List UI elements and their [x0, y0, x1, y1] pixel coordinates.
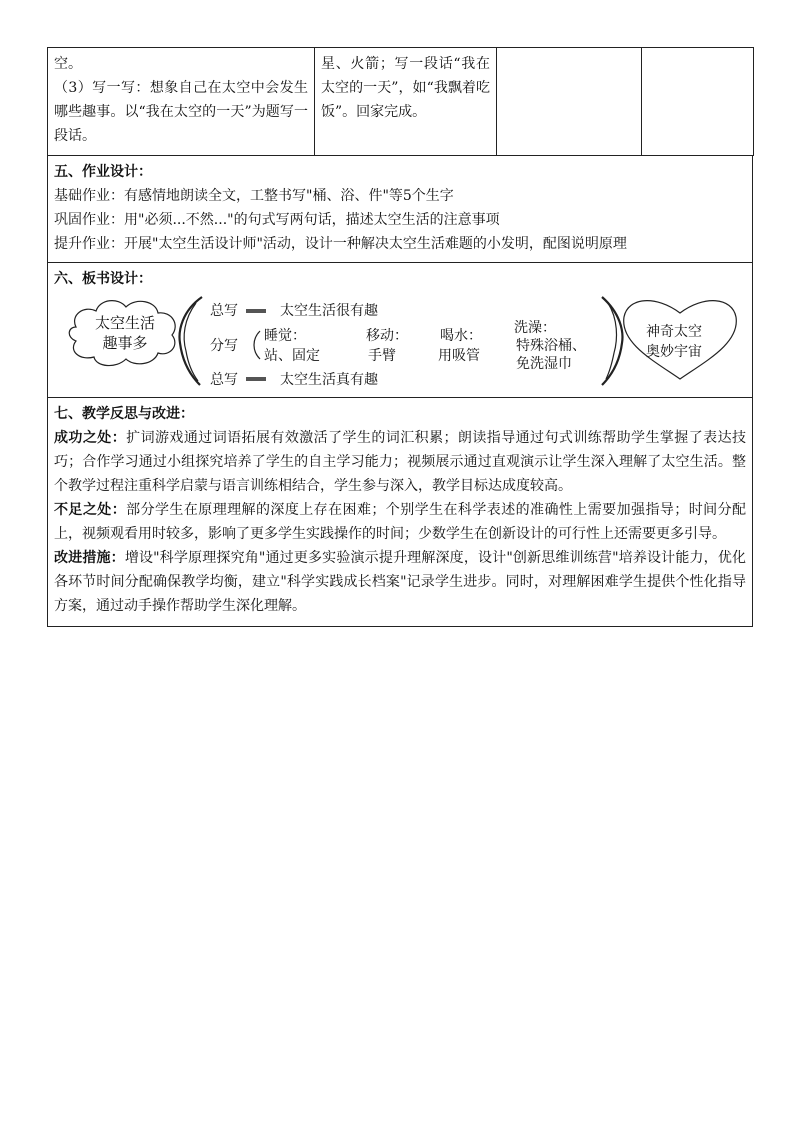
bath-text-1: 特殊浴桶、: [516, 338, 586, 354]
heart-line-1: 神奇太空: [646, 324, 702, 340]
lack-label: 不足之处：: [54, 502, 127, 518]
fenxie: 分写: [210, 338, 238, 354]
activity-text-2: （3）写一写：想象自己在太空中会发生哪些趣事。以“我在太空的一天”为题写一段话。: [54, 80, 308, 144]
zongxie-bottom: 总写: [210, 372, 238, 388]
improve-label: 改进措施：: [54, 550, 125, 566]
success-text: 扩词游戏通过词语拓展有效激活了学生的词汇积累；朗读指导通过句式训练帮助学生掌握了表达技巧；合作学习通过小组探究培养了学生的自主学习能力；视频展示通过直观演示让学生深入理解了太空生活。整个教学过程注重科学启蒙与语言训练相结合，学生参与深入，教学目标达成度较高。: [54, 430, 747, 494]
improve-paragraph: [54, 546, 746, 618]
homework-consolidate: 巩固作业：用"必须...不然..."的句式写两句话，描述太空生活的注意事项: [54, 212, 500, 228]
cloud-line-1: 太空生活: [94, 314, 155, 332]
cloud-line-2: 趣事多: [102, 334, 148, 352]
inner-paren: [254, 331, 260, 359]
lesson-plan-sheet: [47, 47, 753, 627]
homework-basic: 基础作业：有感情地朗读全文，工整书写"桶、浴、件"等5个生字: [54, 188, 454, 204]
dash-top: [246, 309, 266, 313]
zongxie-top: 总写: [210, 303, 238, 319]
heart-line-2: 奥妙宇宙: [646, 344, 702, 360]
student-activity-cell: [315, 48, 497, 156]
reflection-title: 七、教学反思与改进：: [54, 406, 194, 422]
dash-bottom: [246, 377, 266, 381]
activity-table: [47, 47, 754, 156]
summary-bottom: 太空生活真有趣: [280, 372, 378, 388]
summary-top: 太空生活很有趣: [280, 303, 378, 319]
success-label: 成功之处：: [54, 430, 127, 446]
student-activity-text: 星、火箭；写一段话“我在太空的一天”，如“我飘着吃饭”。回家完成。: [321, 56, 490, 120]
activity-text-1: 空。: [54, 56, 82, 72]
drink-text: 用吸管: [438, 348, 480, 364]
board-title: 六、板书设计：: [54, 271, 152, 287]
bath-label: 洗澡：: [514, 320, 556, 336]
homework-advanced: 提升作业：开展"太空生活设计师"活动，设计一种解决太空生活难题的小发明，配图说明原理: [54, 236, 627, 252]
lack-paragraph: [54, 498, 746, 546]
move-label: 移动：: [366, 328, 408, 344]
sleep-label: 睡觉：: [264, 328, 306, 344]
move-text: 手臂: [368, 348, 396, 364]
bath-text-2: 免洗湿巾: [516, 356, 572, 372]
success-paragraph: [54, 426, 746, 498]
improve-text: 增设"科学原理探究角"通过更多实验演示提升理解深度，设计"创新思维训练营"培养设计能力，优化各环节时间分配确保教学均衡，建立"科学实践成长档案"记录学生进步。同时，对理解困难学生提供个性化指导方案，通过动手操作帮助学生深化理解。: [54, 550, 746, 614]
reflection-section: [47, 398, 753, 627]
lack-text: 部分学生在原理理解的深度上存在困难；个别学生在科学表述的准确性上需要加强指导；时间分配上，视频观看用时较多，影响了更多学生实践操作的时间；少数学生在创新设计的可行性上还需要更多引导。: [54, 502, 747, 542]
intent-cell: [497, 48, 642, 156]
note-cell: [642, 48, 754, 156]
board-diagram: [54, 291, 746, 387]
drink-label: 喝水：: [440, 328, 482, 344]
sleep-text: 站、固定: [264, 348, 320, 364]
activity-cell: [48, 48, 315, 156]
board-section: [47, 263, 753, 398]
homework-section: [47, 156, 753, 263]
table-row: [48, 48, 754, 156]
homework-title: 五、作业设计：: [54, 164, 152, 180]
